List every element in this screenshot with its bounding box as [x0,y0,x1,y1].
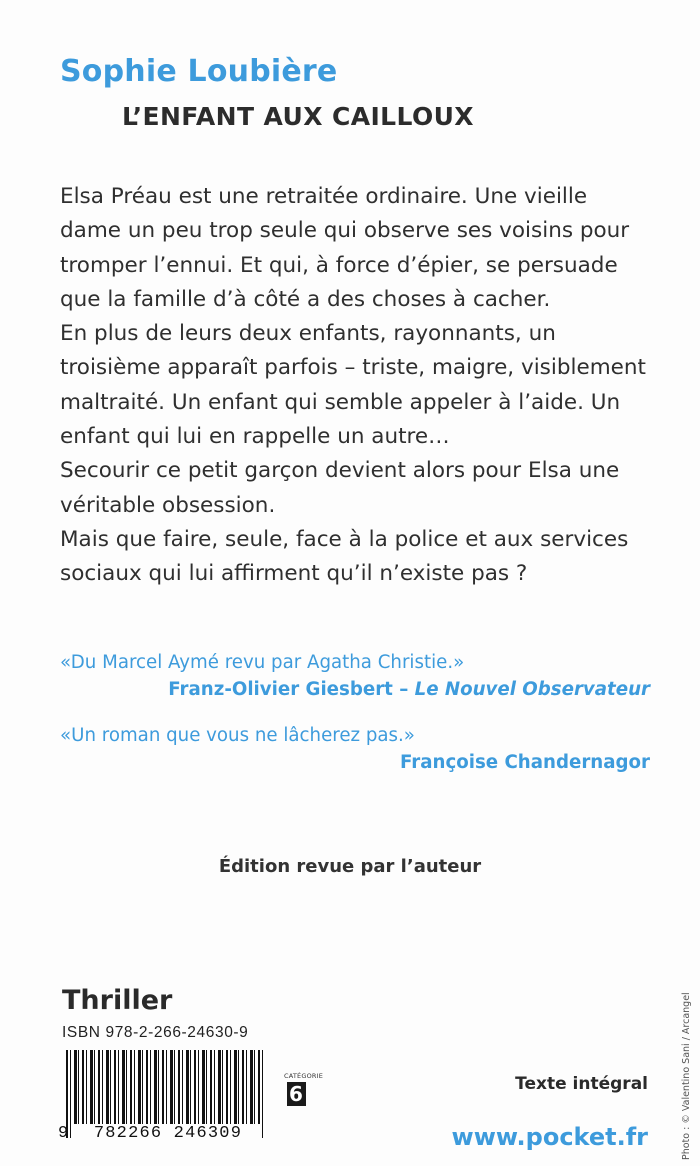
press-quote [60,725,650,773]
quote-author: Franz-Olivier Giesbert – [168,679,415,700]
blurb-paragraph: Elsa Préau est une retraitée ordinaire. Une vieille dame un peu trop seule qui observe ses voisins pour tromper l’ennui. Et qui, à force d’épier, se persuade que la famille d’à côté a des choses à cacher. [60,184,630,312]
category-label: CATÉGORIE [284,1072,324,1080]
quote-text: «Un roman que vous ne lâcherez pas.» [60,725,415,746]
barcode-digits: 782266 246309 [74,1124,262,1143]
author-name: Sophie Loubière [60,54,338,89]
price-category [284,1072,324,1106]
blurb-paragraph: Secourir ce petit garçon devient alors pour Elsa une véritable obsession. [60,458,620,518]
press-quote [60,652,650,700]
integral-text-label: Texte intégral [515,1074,648,1094]
book-title: L’ENFANT AUX CAILLOUX [122,102,474,131]
quote-source [60,752,650,773]
blurb [60,180,650,592]
genre-label: Thriller [62,985,173,1016]
edition-note: Édition revue par l’auteur [218,856,482,877]
blurb-paragraph: Mais que faire, seule, face à la police et aux services sociaux qui lui affirment qu’il n’existe pas ? [60,526,629,587]
barcode-first-digit: 9 [58,1124,69,1143]
publisher-website: www.pocket.fr [451,1123,648,1151]
category-number: 6 [287,1082,306,1106]
quote-source [60,679,650,700]
quote-text: «Du Marcel Aymé revu par Agatha Christie.» [60,652,465,673]
isbn: ISBN 978-2-266-24630-9 [62,1024,249,1041]
blurb-paragraph: En plus de leurs deux enfants, rayonnants, un troisième apparaît parfois – triste, maigre, visiblement maltraité. Un enfant qui semble appeler à l’aide. Un enfant qui lui en rappelle un autre… [60,321,646,450]
photo-credit: Photo : © Valentino Sani / Arcangel [681,992,692,1160]
quote-author: Françoise Chandernagor [400,752,650,773]
quote-outlet: Le Nouvel Observateur [414,679,650,700]
